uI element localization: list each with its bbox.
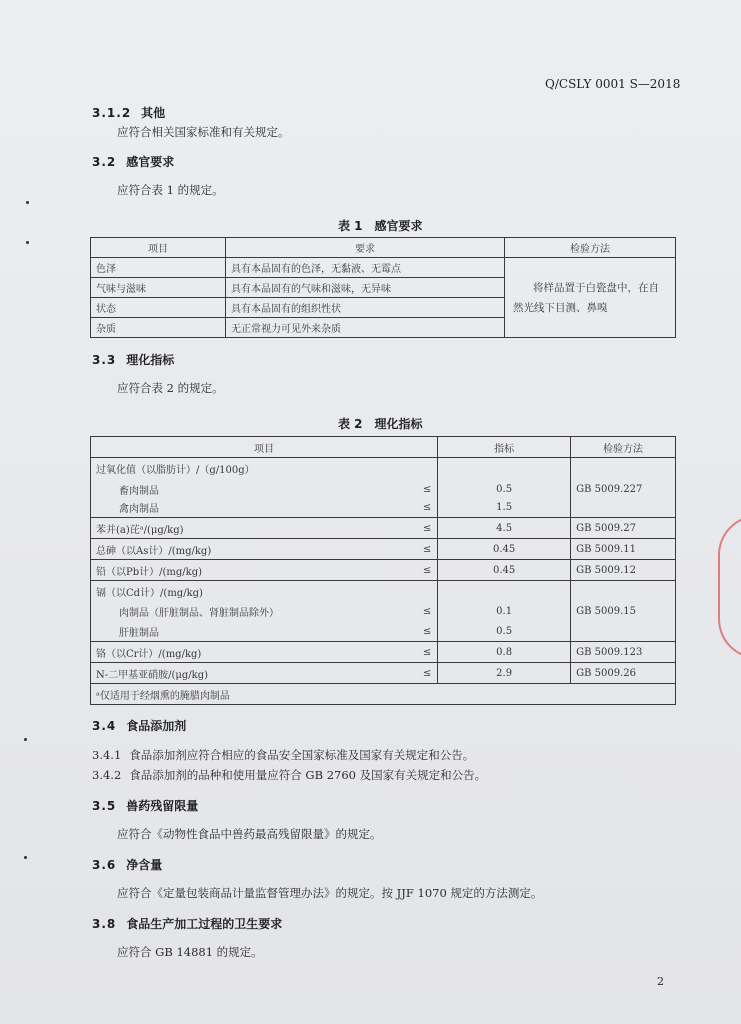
- table2-value: 0.45: [438, 560, 571, 581]
- page-number: 2: [657, 975, 664, 988]
- le-symbol: ≤: [417, 642, 438, 663]
- table2-header-item: 项目: [91, 437, 438, 458]
- table2-note: ᵃ仅适用于经烟熏的腌腊肉制品: [91, 684, 676, 705]
- heading-3-1-2: 3.1.2 其他: [92, 106, 166, 120]
- text-3-2: 应符合表 1 的规定。: [117, 183, 224, 197]
- le-symbol: ≤: [417, 602, 438, 622]
- table2-method: GB 5009.12: [571, 560, 676, 581]
- table1-req: 具有本品固有的气味和滋味，无异味: [226, 278, 505, 298]
- table1-item: 杂质: [91, 318, 226, 338]
- table1-header-method: 检验方法: [505, 238, 676, 258]
- table2-value: 0.5: [438, 622, 571, 642]
- text-3-4-2: 3.4.2 食品添加剂的品种和使用量应符合 GB 2760 及国家有关规定和公告。: [92, 768, 487, 782]
- table2-method: GB 5009.227: [571, 480, 676, 499]
- scan-speck: [24, 738, 27, 741]
- table2-value: 1.5: [438, 499, 571, 518]
- le-symbol: ≤: [417, 663, 438, 684]
- table2-header-method: 检验方法: [571, 437, 676, 458]
- table-row: [91, 518, 676, 539]
- table1-caption: 表 1 感官要求: [338, 219, 423, 233]
- table-row: [91, 622, 676, 642]
- table1-method: [505, 258, 676, 338]
- le-symbol: ≤: [417, 560, 438, 581]
- table-row: [91, 602, 676, 622]
- table1-method-line1: 将样品置于白瓷盘中，在自: [533, 281, 659, 294]
- heading-3-4: 3.4 食品添加剂: [92, 719, 187, 733]
- le-symbol: ≤: [417, 518, 438, 539]
- text-3-3: 应符合表 2 的规定。: [117, 381, 224, 395]
- table-row: [91, 642, 676, 663]
- table2-method: GB 5009.11: [571, 539, 676, 560]
- table2-value: 0.5: [438, 480, 571, 499]
- text-3-6: 应符合《定量包装商品计量监督管理办法》的规定。按 JJF 1070 规定的方法测定。: [117, 886, 543, 900]
- table1-req: 具有本品固有的组织性状: [226, 298, 505, 318]
- table2-item: N-二甲基亚硝胺/(μg/kg): [91, 663, 418, 684]
- table1-header-req: 要求: [226, 238, 505, 258]
- table2-value: 0.45: [438, 539, 571, 560]
- scan-speck: [26, 241, 29, 244]
- scan-speck: [24, 856, 27, 859]
- table2-method: GB 5009.123: [571, 642, 676, 663]
- heading-3-2: 3.2 感官要求: [92, 155, 175, 169]
- le-symbol: ≤: [417, 622, 438, 642]
- table2-item: 铬（以Cr计）/(mg/kg): [91, 642, 418, 663]
- heading-3-5: 3.5 兽药残留限量: [92, 799, 199, 813]
- table-row: [91, 499, 676, 518]
- table2-value: 0.8: [438, 642, 571, 663]
- scan-speck: [26, 201, 29, 204]
- table-row: [91, 539, 676, 560]
- table2-item: 苯并(a)芘ᵃ/(μg/kg): [91, 518, 418, 539]
- table2-subitem: 畜肉制品: [91, 480, 418, 499]
- text-3-5: 应符合《动物性食品中兽药最高残留限量》的规定。: [117, 827, 382, 841]
- heading-3-6: 3.6 净含量: [92, 858, 163, 872]
- table2-header-value: 指标: [438, 437, 571, 458]
- table2-item: 总砷（以As计）/(mg/kg): [91, 539, 418, 560]
- heading-3-8: 3.8 食品生产加工过程的卫生要求: [92, 917, 283, 931]
- table2-item: 过氧化值（以脂肪计）/（g/100g）: [91, 458, 438, 480]
- physicochemical-table: [90, 436, 676, 705]
- table1-item: 气味与滋味: [91, 278, 226, 298]
- text-3-8: 应符合 GB 14881 的规定。: [117, 945, 263, 959]
- table1-method-line2: 然光线下目测、鼻嗅: [513, 301, 608, 314]
- document-code: Q/CSLY 0001 S—2018: [545, 77, 681, 91]
- text-3-1-2: 应符合相关国家标准和有关规定。: [117, 125, 290, 139]
- table1-req: 具有本品固有的色泽，无黏液、无霉点: [226, 258, 505, 278]
- table-row: [91, 560, 676, 581]
- le-symbol: ≤: [417, 539, 438, 560]
- table2-caption: 表 2 理化指标: [338, 417, 423, 431]
- sensory-table: [90, 237, 676, 338]
- table2-method: GB 5009.26: [571, 663, 676, 684]
- table1-header-item: 项目: [91, 238, 226, 258]
- table2-subitem: 肉制品（肝脏制品、肾脏制品除外）: [91, 602, 418, 622]
- table2-value: 2.9: [438, 663, 571, 684]
- table-row: [91, 684, 676, 705]
- table2-item: 铅（以Pb计）/(mg/kg): [91, 560, 418, 581]
- table-row: [91, 458, 676, 480]
- table-row: [91, 581, 676, 602]
- table2-value: 0.1: [438, 602, 571, 622]
- table2-method: GB 5009.27: [571, 518, 676, 539]
- table2-value: 4.5: [438, 518, 571, 539]
- le-symbol: ≤: [417, 499, 438, 518]
- table-row: [91, 258, 676, 278]
- table-row: [91, 480, 676, 499]
- table1-item: 色泽: [91, 258, 226, 278]
- table2-item: 镉（以Cd计）/(mg/kg): [91, 581, 438, 602]
- table1-req: 无正常视力可见外来杂质: [226, 318, 505, 338]
- table2-subitem: 肝脏制品: [91, 622, 418, 642]
- table-row: [91, 663, 676, 684]
- text-3-4-1: 3.4.1 食品添加剂应符合相应的食品安全国家标准及国家有关规定和公告。: [92, 748, 475, 762]
- table1-item: 状态: [91, 298, 226, 318]
- table2-method: GB 5009.15: [571, 602, 676, 622]
- le-symbol: ≤: [417, 480, 438, 499]
- table2-subitem: 禽肉制品: [91, 499, 418, 518]
- heading-3-3: 3.3 理化指标: [92, 353, 175, 367]
